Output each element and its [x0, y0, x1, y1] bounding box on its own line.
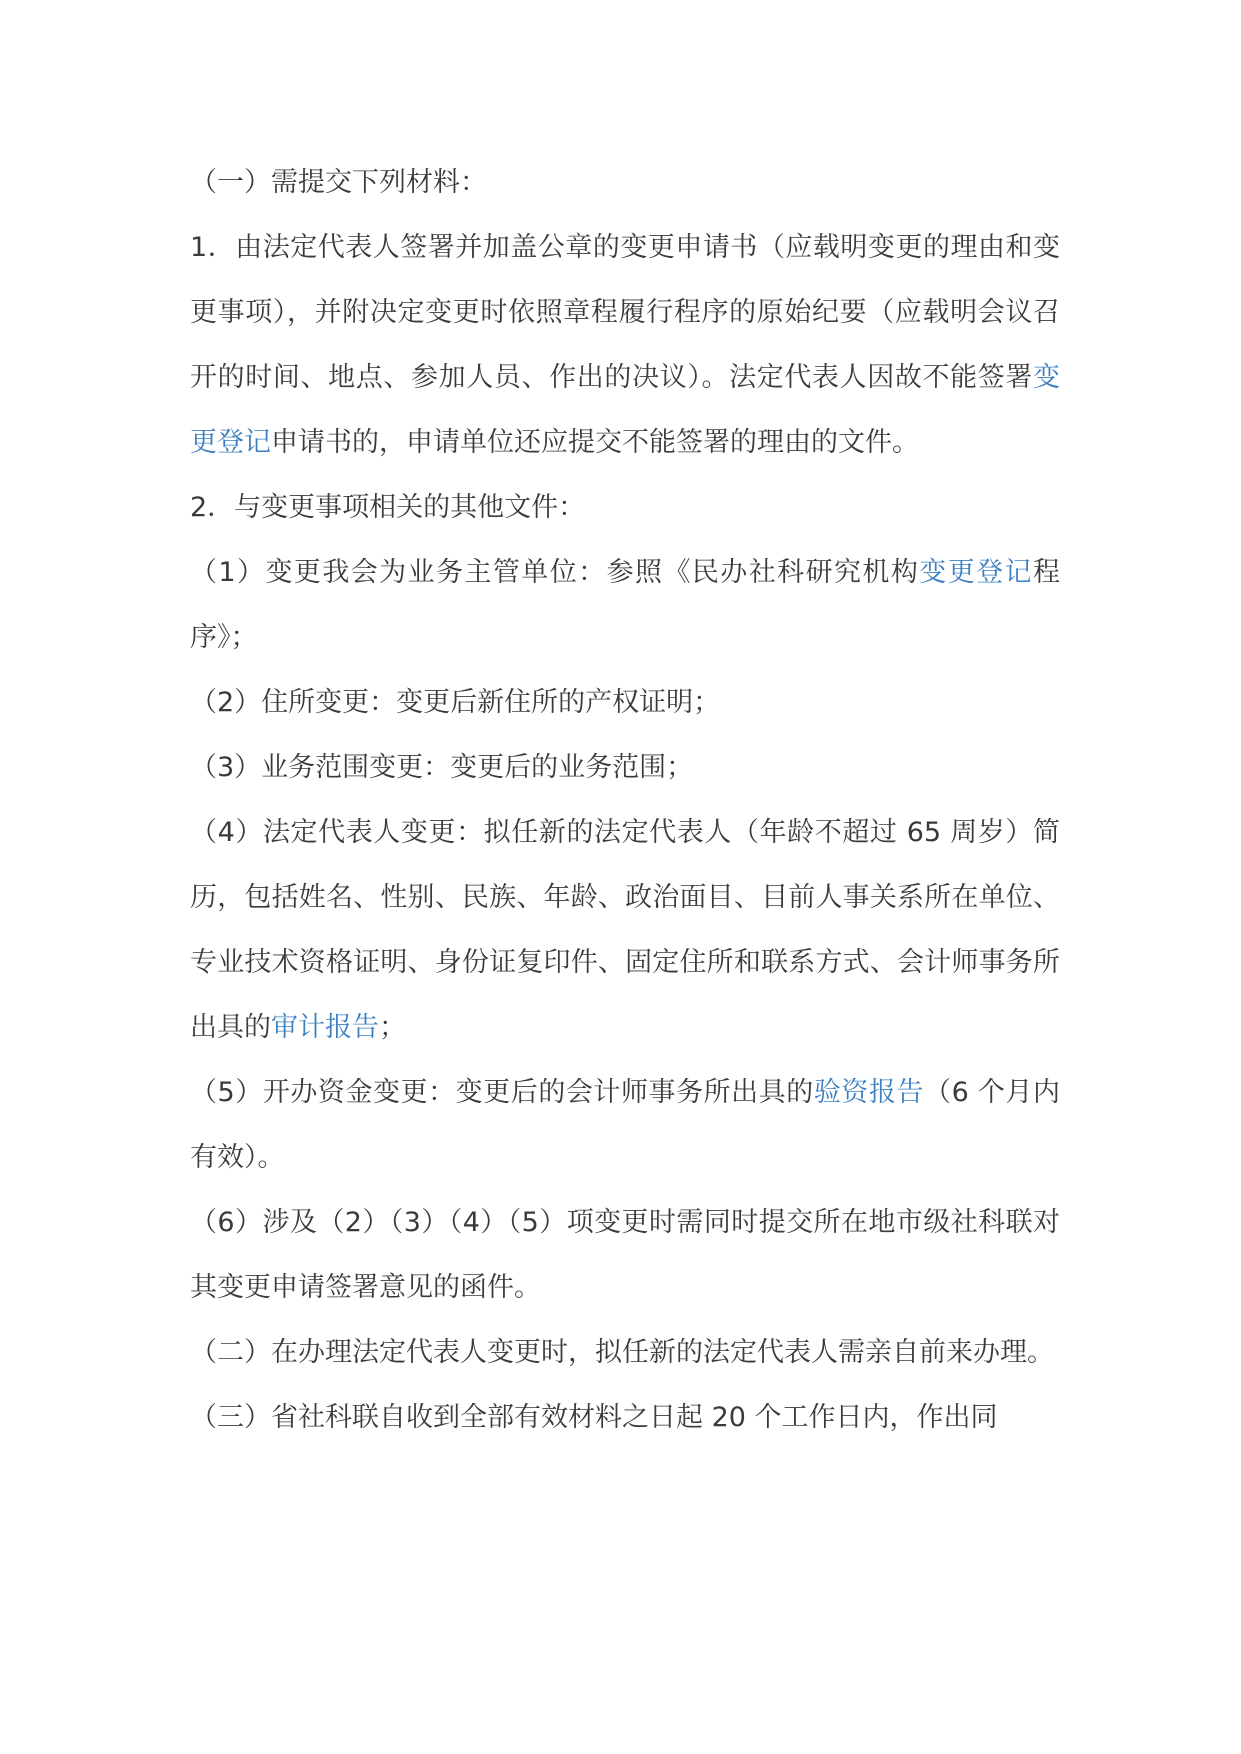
document-body — [190, 150, 1060, 1450]
paragraph — [190, 475, 1060, 540]
paragraph-text: （5）开办资金变更：变更后的会计师事务所出具的 — [190, 1077, 814, 1108]
paragraph-text: （三）省社科联自收到全部有效材料之日起 20 个工作日内，作出同 — [190, 1402, 998, 1433]
paragraph — [190, 1385, 1060, 1450]
paragraph-text: （3）业务范围变更：变更后的业务范围； — [190, 752, 694, 783]
paragraph-text: （4）法定代表人变更：拟任新的法定代表人（年龄不超过 65 周岁）简历，包括姓名、性别、民族、年龄、政治面目、目前人事关系所在单位、专业技术资格证明、身份证复印件、固定住所和联系方式、会计师事务所出具的 — [190, 817, 1060, 1043]
inline-link[interactable]: 变更登记 — [190, 362, 1060, 458]
paragraph-text: 1．由法定代表人签署并加盖公章的变更申请书（应载明变更的理由和变更事项），并附决定变更时依照章程履行程序的原始纪要（应载明会议召开的时间、地点、参加人员、作出的决议）。法定代表人因故不能签署 — [190, 232, 1060, 393]
paragraph — [190, 1060, 1060, 1190]
paragraph-text: 程序》； — [190, 557, 1060, 653]
paragraph-text: 申请书的，申请单位还应提交不能签署的理由的文件。 — [271, 427, 919, 458]
paragraph-text: （2）住所变更：变更后新住所的产权证明； — [190, 687, 721, 718]
paragraph-text: （6 个月内有效）。 — [190, 1077, 1060, 1173]
inline-link[interactable]: 变更登记 — [919, 557, 1033, 588]
paragraph — [190, 1320, 1060, 1385]
paragraph-text: （二）在办理法定代表人变更时，拟任新的法定代表人需亲自前来办理。 — [190, 1337, 1054, 1368]
paragraph — [190, 540, 1060, 670]
paragraph-text: （6）涉及（2）（3）（4）（5）项变更时需同时提交所在地市级社科联对其变更申请签署意见的函件。 — [190, 1207, 1060, 1303]
paragraph — [190, 150, 1060, 215]
paragraph-text: ； — [379, 1012, 406, 1043]
inline-link[interactable]: 审计报告 — [271, 1012, 379, 1043]
paragraph — [190, 215, 1060, 475]
paragraph-text: （1）变更我会为业务主管单位：参照《民办社科研究机构 — [190, 557, 920, 588]
paragraph — [190, 735, 1060, 800]
paragraph-text: 2．与变更事项相关的其他文件： — [190, 492, 586, 523]
inline-link[interactable]: 验资报告 — [813, 1077, 925, 1108]
paragraph — [190, 670, 1060, 735]
paragraph — [190, 800, 1060, 1060]
paragraph — [190, 1190, 1060, 1320]
paragraph-text: （一）需提交下列材料： — [190, 167, 487, 198]
